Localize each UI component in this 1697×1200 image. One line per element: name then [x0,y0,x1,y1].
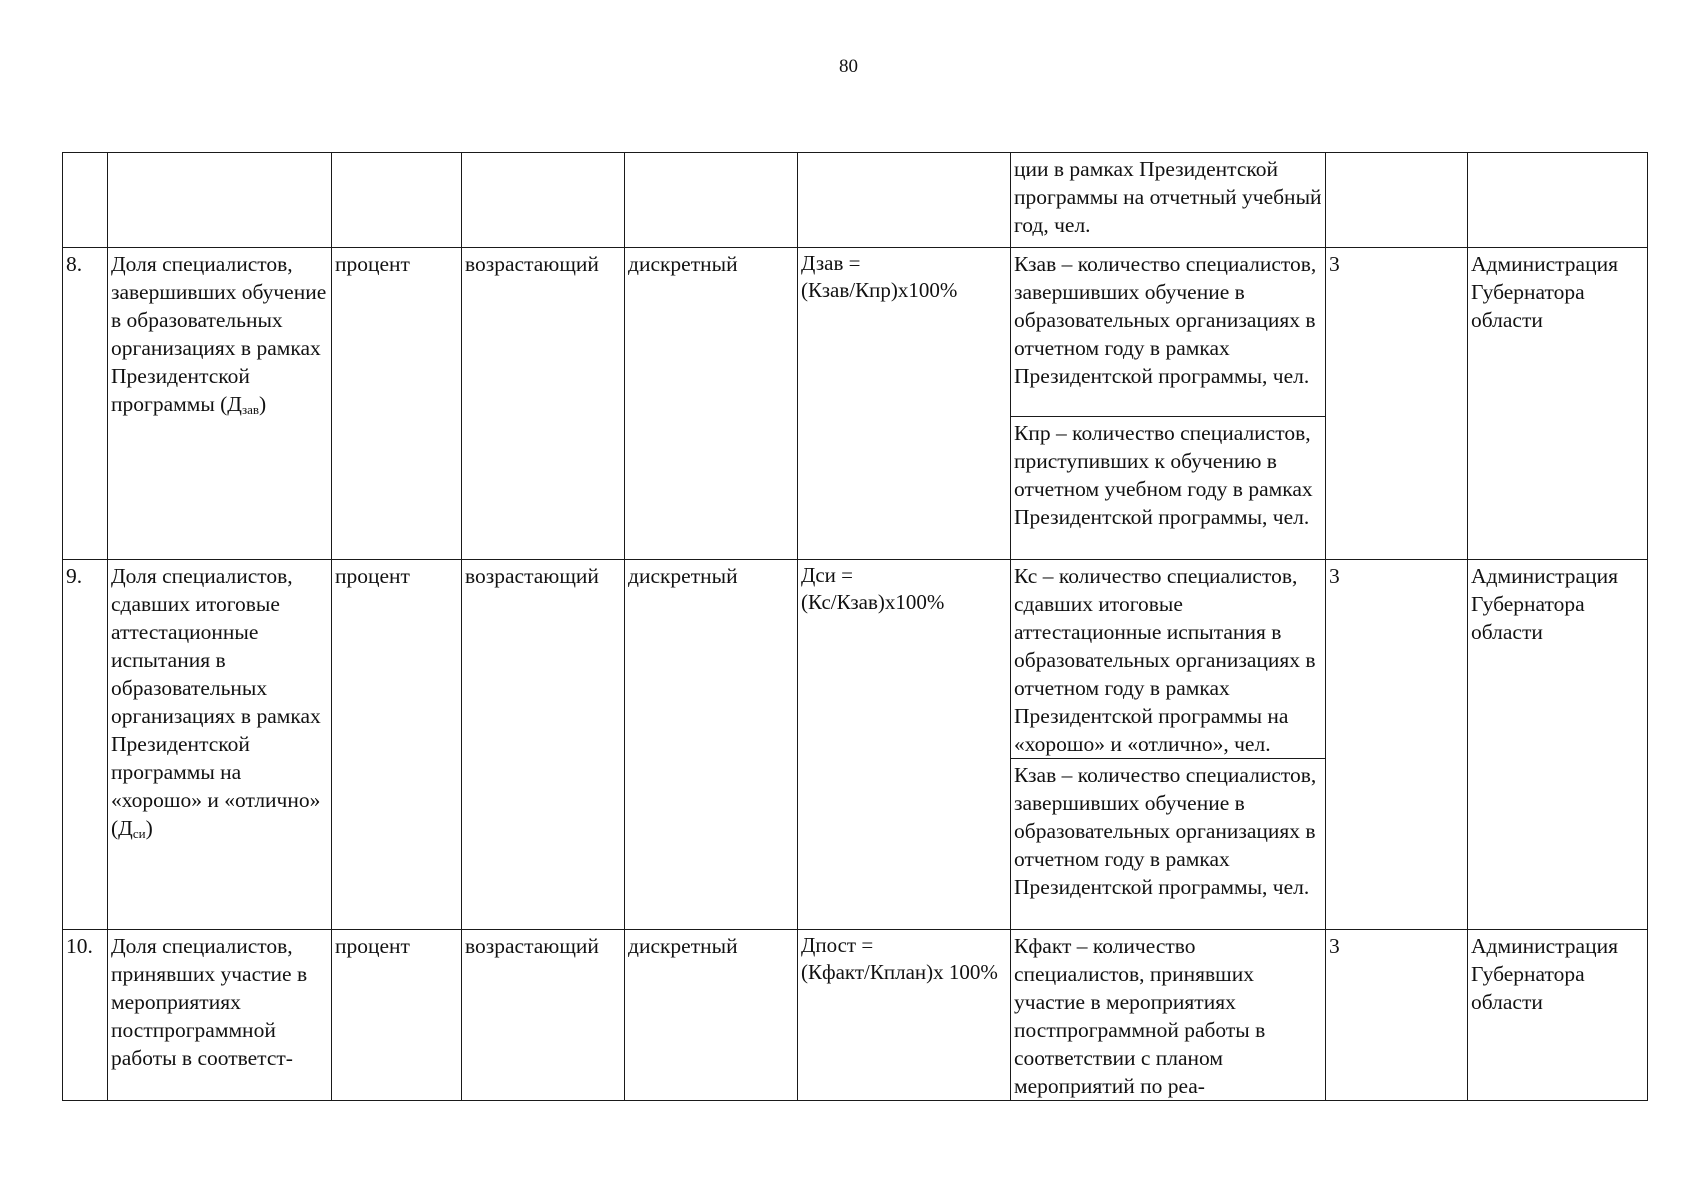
cell-unit: процент [332,930,462,1101]
cell-type: дискретный [625,248,798,560]
cell-direction: возрастающий [462,248,625,560]
cell-direction: возрастающий [462,930,625,1101]
cell-unit: процент [332,248,462,560]
cell-org [1468,153,1648,248]
cell-type [625,153,798,248]
cell-org: Администрация Губернатора области [1468,560,1648,930]
formula-line: Дси = [801,563,853,587]
cell-variable: ции в рамках Президентской программы на отчетный учебный год, чел. [1011,153,1326,248]
cell-direction: возрастающий [462,560,625,930]
cell-unit: процент [332,560,462,930]
cell-num: 8. [63,248,108,560]
cell-name: Доля специалистов, завершивших обучение в образовательных организациях в рамках Президентской программы (Дзав) [108,248,332,560]
cell-variable: Кпр – количество специалистов, приступивших к обучению в отчетном учебном году в рамках Президентской программы, чел. [1011,417,1326,560]
cell-name: Доля специалистов, сдавших итоговые аттестационные испытания в образовательных организациях в рамках Президентской программы на «хорошо» и «отлично» (Дси) [108,560,332,930]
cell-type: дискретный [625,560,798,930]
cell-variable: Кзав – количество специалистов, завершивших обучение в образовательных организациях в отчетном году в рамках Президентской программы, чел. [1011,248,1326,417]
cell-code [1326,153,1468,248]
formula-line: (Кс/Кзав)х100% [801,590,945,614]
cell-formula [798,248,1011,560]
formula-line: (Кфакт/Кплан)х 100% [801,960,998,984]
formula-line: Дзав = [801,251,861,275]
cell-unit [332,153,462,248]
indicator-table [62,152,1648,1101]
cell-direction [462,153,625,248]
cell-name: Доля специалистов, принявших участие в мероприятиях постпрограммной работы в соответст- [108,930,332,1101]
cell-formula [798,153,1011,248]
cell-formula [798,560,1011,930]
table-row-8 [63,248,1648,417]
cell-variable: Кс – количество специалистов, сдавших итоговые аттестационные испытания в образовательных организациях в отчетном году в рамках Президентской программы на «хорошо» и «отлично», чел. [1011,560,1326,759]
cell-variable: Кзав – количество специалистов, завершивших обучение в образовательных организациях в отчетном году в рамках Президентской программы, чел. [1011,759,1326,930]
cell-type: дискретный [625,930,798,1101]
cell-variable: Кфакт – количество специалистов, принявших участие в мероприятиях постпрограммной работы в соответствии с планом мероприятий по реа- [1011,930,1326,1101]
table-row-continuation [63,153,1648,248]
cell-org: Администрация Губернатора области [1468,930,1648,1101]
page-number: 80 [839,56,858,77]
table-row-10 [63,930,1648,1101]
formula-line: (Кзав/Кпр)х100% [801,278,958,302]
cell-code: 3 [1326,930,1468,1101]
cell-name [108,153,332,248]
cell-formula [798,930,1011,1101]
cell-org: Администрация Губернатора области [1468,248,1648,560]
table-row-9 [63,560,1648,759]
cell-num [63,153,108,248]
cell-num: 10. [63,930,108,1101]
formula-line: Дпост = [801,933,874,957]
cell-num: 9. [63,560,108,930]
cell-code: 3 [1326,560,1468,930]
cell-code: 3 [1326,248,1468,560]
